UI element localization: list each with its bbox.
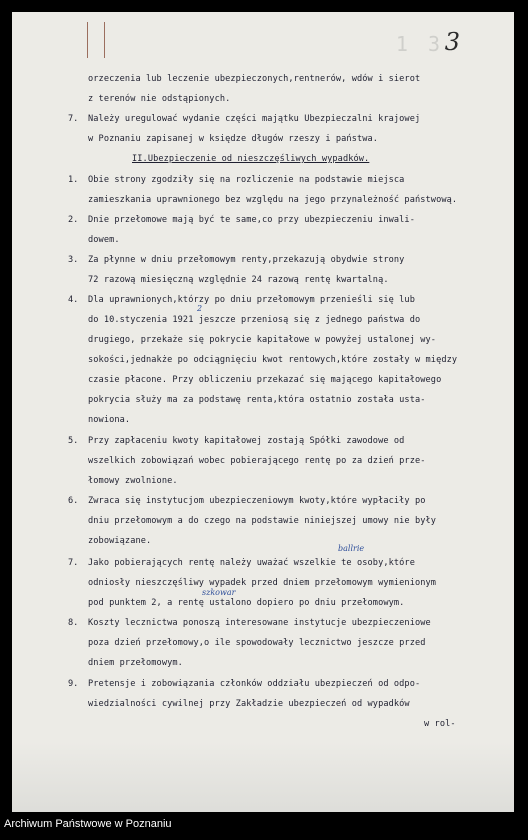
- margin-mark: [87, 22, 88, 58]
- text-line: Pretensje i zobowiązania członków oddziału ubezpieczeń od odpo-: [88, 679, 421, 689]
- text-line: czasie płacone. Przy obliczeniu przekazać się mającego kapitałowego: [88, 375, 442, 385]
- item-number: 1.: [68, 175, 79, 185]
- text-line: pokrycia służy ma za podstawę renta,która ostatnio została usta-: [88, 395, 426, 405]
- document-page: [12, 12, 514, 812]
- text-line: Jako pobierających rentę należy uważać wszelkie te osoby,które: [88, 558, 415, 568]
- page-number: 3: [444, 28, 460, 56]
- text-line: dniu przełomowym a do czego na podstawie niniejszej umowy nie były: [88, 516, 437, 526]
- item-number: 6.: [68, 496, 79, 506]
- text-line: łomowy zwolnione.: [88, 476, 178, 486]
- text-line: orzeczenia lub leczenie ubezpieczonych,rentnerów, wdów i sierot: [88, 74, 421, 84]
- archive-credit: Archiwum Państwowe w Poznaniu: [4, 818, 172, 830]
- item-number: 5.: [68, 436, 79, 446]
- text-line: poza dzień przełomowy,o ile spowodowały lecznictwo jeszcze przed: [88, 638, 426, 648]
- item-number: 7.: [68, 558, 79, 568]
- text-line: dowem.: [88, 235, 120, 245]
- faint-archive-number: 1 3: [395, 32, 444, 56]
- text-line: Należy uregulować wydanie części majątku Ubezpieczalni krajowej: [88, 114, 421, 124]
- handwritten-mark: 2: [197, 304, 203, 313]
- text-line: zobowiązane.: [88, 536, 152, 546]
- footer-bar: [0, 812, 528, 840]
- text-line: nowiona.: [88, 415, 131, 425]
- text-line: sokości,jednakże po odciągnięciu kwot rentowych,które zostały w między: [88, 355, 458, 365]
- text-line: odniosły nieszczęśliwy wypadek przed dniem przełomowym wymienionym: [88, 578, 437, 588]
- handwritten-note: szkowar: [202, 588, 236, 597]
- handwritten-note: ballrie: [338, 544, 365, 553]
- item-number: 4.: [68, 295, 79, 305]
- item-number: 3.: [68, 255, 79, 265]
- text-line: Koszty lecznictwa ponoszą interesowane instytucje ubezpieczeniowe: [88, 618, 431, 628]
- item-number: 2.: [68, 215, 79, 225]
- text-line: drugiego, przekaże się pokrycie kapitałowe w powyżej ustalonej wy-: [88, 335, 437, 345]
- item-number: 7.: [68, 114, 79, 124]
- text-line: Obie strony zgodziły się na rozliczenie na podstawie miejsca: [88, 175, 405, 185]
- text-line: dniem przełomowym.: [88, 658, 183, 668]
- text-line: z terenów nie odstąpionych.: [88, 94, 231, 104]
- text-line: Przy zapłaceniu kwoty kapitałowej zostają Spółki zawodowe od: [88, 436, 405, 446]
- item-number: 9.: [68, 679, 79, 689]
- text-line: 72 razową miesięczną względnie 24 razową rentę kwartalną.: [88, 275, 389, 285]
- margin-mark: [104, 22, 105, 58]
- text-line: w Poznaniu zapisanej w księdze długów rzeszy i państwa.: [88, 134, 379, 144]
- text-line: Dla uprawnionych,którzy po dniu przełomowym przenieśli się lub: [88, 295, 415, 305]
- section-heading: II.Ubezpieczenie od nieszczęśliwych wypadków.: [132, 154, 370, 164]
- text-line: w rol-: [424, 719, 456, 729]
- text-line: wszelkich zobowiązań wobec pobierającego rentę po za dzień prze-: [88, 456, 426, 466]
- text-line: Za płynne w dniu przełomowym renty,przekazują obydwie strony: [88, 255, 405, 265]
- item-number: 8.: [68, 618, 79, 628]
- text-line: pod punktem 2, a rentę ustalono dopiero po dniu przełomowym.: [88, 598, 405, 608]
- text-line: do 10.styczenia 1921 jeszcze przeniosą się z jednego państwa do: [88, 315, 421, 325]
- text-line: zamieszkania uprawnionego bez względu na jego przynależność państwową.: [88, 195, 458, 205]
- text-line: Dnie przełomowe mają być te same,co przy ubezpieczeniu inwali-: [88, 215, 415, 225]
- text-line: Zwraca się instytucjom ubezpieczeniowym kwoty,które wypłaciły po: [88, 496, 426, 506]
- text-line: wiedzialności cywilnej przy Zakładzie ubezpieczeń od wypadków: [88, 699, 410, 709]
